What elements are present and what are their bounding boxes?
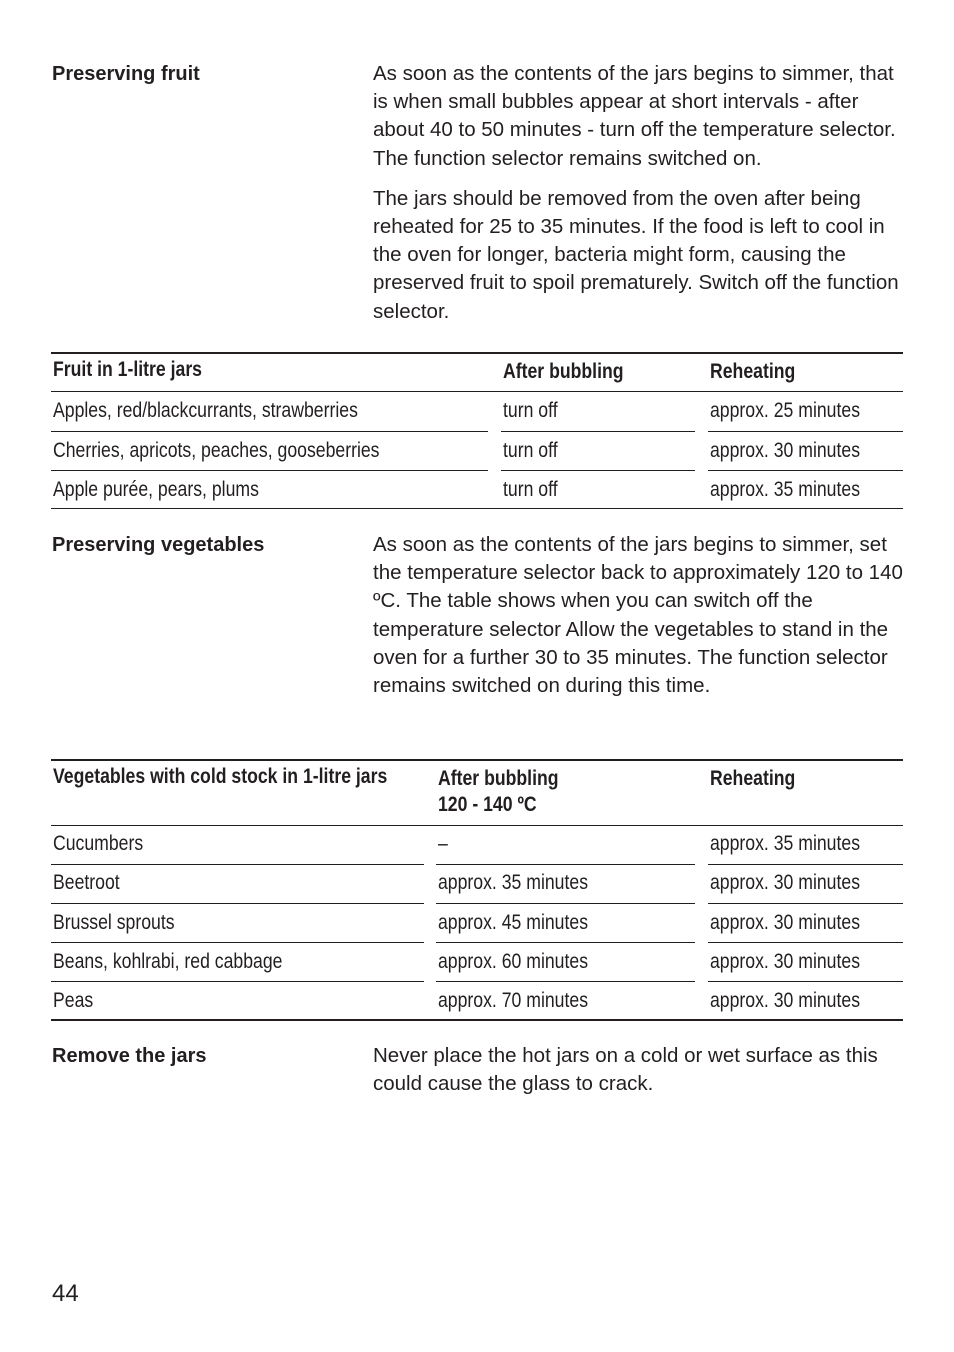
row-rule [708,864,903,865]
table-cell: Cucumbers [53,832,144,855]
table-cell: approx. 30 minutes [710,911,861,934]
paragraph: As soon as the contents of the jars begins to simmer, set the temperature selector back to approximately 120 to 140 ºC. The table shows when you can switch off the temperature selector Allow the vegetables to stand in the oven for a further 30 to 35 minutes. The function selector remains switched on during this time. [373,533,903,698]
row-rule [51,942,424,943]
table-cell: approx. 30 minutes [710,439,861,462]
table-header-cell: Vegetables with cold stock in 1-litre jars [53,765,388,788]
table-cell: approx. 35 minutes [710,832,861,855]
table-bottom-rule [51,508,903,509]
table-cell: approx. 30 minutes [710,871,861,894]
paragraph: As soon as the contents of the jars begins to simmer, that is when small bubbles appear at short intervals - after about 40 to 50 minutes - turn off the temperature selector. The function selector remains switched on. [373,62,896,170]
table-header-cell: Reheating [710,767,796,790]
row-rule [51,864,424,865]
table-top-rule [51,352,903,354]
table-cell: Beetroot [53,871,120,894]
header-rule [51,391,903,392]
table-header-cell: Reheating [710,360,796,383]
table-cell: Apple purée, pears, plums [53,478,259,501]
row-rule [708,981,903,982]
table-cell: approx. 70 minutes [438,989,589,1012]
remove-jars-text [373,1042,908,1098]
preserving-vegetables-text [373,531,908,700]
table-cell: approx. 35 minutes [710,478,861,501]
table-cell: approx. 30 minutes [710,989,861,1012]
row-rule [708,903,903,904]
paragraph: Never place the hot jars on a cold or wet surface as this could cause the glass to crack. [373,1044,878,1096]
table-cell: approx. 45 minutes [438,911,589,934]
table-cell: turn off [503,478,558,501]
table-header-subcell: 120 - 140 ºC [438,793,537,816]
section-heading-remove-jars: Remove the jars [52,1045,207,1067]
row-rule [51,431,488,432]
page-number: 44 [52,1280,79,1307]
row-rule [501,431,695,432]
table-bottom-rule [51,1019,903,1021]
table-cell: approx. 25 minutes [710,399,861,422]
row-rule [51,470,488,471]
table-cell: approx. 35 minutes [438,871,589,894]
row-rule [436,942,695,943]
preserving-fruit-text [373,60,908,326]
paragraph: The jars should be removed from the oven after being reheated for 25 to 35 minutes. If the food is left to cool in the oven for longer, bacteria might form, causing the preserved fruit to spoil prematurely. Switch off the function selector. [373,186,899,323]
table-cell: Cherries, apricots, peaches, gooseberries [53,439,380,462]
row-rule [436,903,695,904]
table-cell: Brussel sprouts [53,911,175,934]
section-heading-preserving-vegetables: Preserving vegetables [52,534,265,556]
table-cell: approx. 60 minutes [438,950,589,973]
header-rule [51,825,903,826]
table-cell: Apples, red/blackcurrants, strawberries [53,399,358,422]
row-rule [501,470,695,471]
row-rule [436,864,695,865]
row-rule [51,981,424,982]
table-cell: Peas [53,989,94,1012]
row-rule [708,470,903,471]
row-rule [51,903,424,904]
table-header-cell: After bubbling [503,360,624,383]
table-header-cell: Fruit in 1-litre jars [53,358,202,381]
table-cell: – [438,832,448,855]
section-heading-preserving-fruit: Preserving fruit [52,63,200,85]
row-rule [708,431,903,432]
row-rule [436,981,695,982]
row-rule [708,942,903,943]
table-header-cell: After bubbling [438,767,559,790]
table-cell: approx. 30 minutes [710,950,861,973]
table-cell: Beans, kohlrabi, red cabbage [53,950,283,973]
table-top-rule [51,759,903,761]
table-cell: turn off [503,399,558,422]
table-cell: turn off [503,439,558,462]
